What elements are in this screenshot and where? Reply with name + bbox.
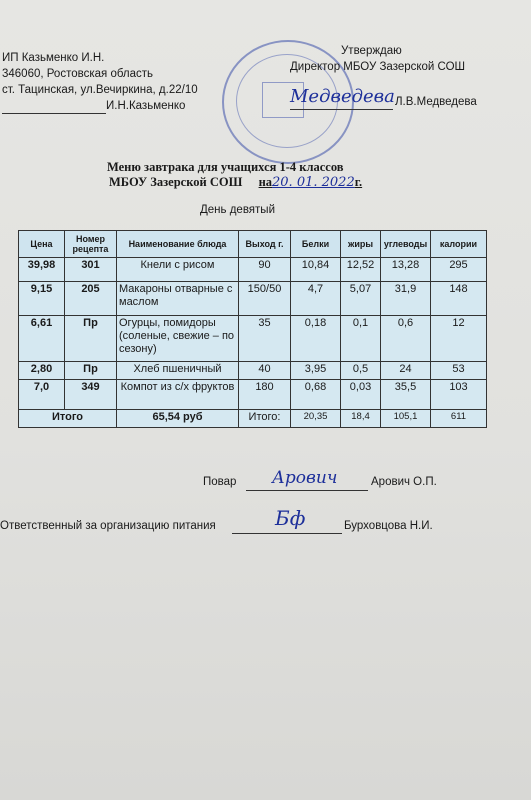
left-signature-line [2,113,106,114]
org-name: ИП Казьменко И.Н. [2,52,105,64]
cell-carbs: 13,28 [381,258,431,282]
cell-price: 9,15 [19,282,65,316]
cook-signature: Арович [272,468,338,488]
menu-table [18,230,487,428]
cell-carbs: 35,5 [381,380,431,410]
date-prefix: на [258,175,273,189]
header-fat: жиры [341,231,381,258]
cell-price: 2,80 [19,362,65,380]
responsible-name: Бурховцова Н.И. [344,520,433,532]
total-kcal: 611 [431,410,487,428]
header-recipe: Номер рецепта [65,231,117,258]
cell-fat: 0,5 [341,362,381,380]
cell-fat: 5,07 [341,282,381,316]
cell-protein: 4,7 [291,282,341,316]
table-row [19,282,487,316]
cell-protein: 3,95 [291,362,341,380]
table-row [19,362,487,380]
menu-date: 20. 01. 2022 [272,175,355,190]
table-total-row [19,410,487,428]
menu-subtitle [109,175,362,190]
cook-signature-line [246,490,368,491]
cell-kcal: 148 [431,282,487,316]
cell-yield: 35 [239,316,291,362]
approver-position: Директор МБОУ Зазерской СОШ [290,61,466,73]
org-address-1: 346060, Ростовская область [2,68,154,80]
cook-role: Повар [203,476,237,488]
day-label: День девятый [200,204,275,216]
total-sum: 65,54 руб [117,410,239,428]
approver-signature: Медведева [290,86,395,107]
total-carbs: 105,1 [381,410,431,428]
cell-yield: 180 [239,380,291,410]
header-protein: Белки [291,231,341,258]
cell-carbs: 31,9 [381,282,431,316]
cell-yield: 150/50 [239,282,291,316]
header-dish: Наименование блюда [117,231,239,258]
responsible-signature: Бф [275,506,306,530]
cell-fat: 0,03 [341,380,381,410]
cell-protein: 10,84 [291,258,341,282]
approver-name: Л.В.Медведева [395,96,477,108]
cell-carbs: 24 [381,362,431,380]
header-yield: Выход г. [239,231,291,258]
header-price: Цена [19,231,65,258]
cell-kcal: 12 [431,316,487,362]
cell-price: 6,61 [19,316,65,362]
cell-price: 7,0 [19,380,65,410]
cell-recipe: 205 [65,282,117,316]
responsible-signature-line [232,533,342,534]
right-signature-line [290,109,393,110]
cell-dish: Огурцы, помидоры (соленые, свежие – по сезону) [117,316,239,362]
cell-recipe: Пр [65,362,117,380]
cook-name: Арович О.П. [371,476,437,488]
org-address-2: ст. Тацинская, ул.Вечиркина, д.22/10 [2,84,198,96]
cell-protein: 0,18 [291,316,341,362]
date-suffix: г. [354,175,363,189]
table-header-row [19,231,487,258]
cell-kcal: 295 [431,258,487,282]
approve-label: Утверждаю [341,45,402,57]
cell-recipe: Пр [65,316,117,362]
cell-protein: 0,68 [291,380,341,410]
cell-dish: Макароны отварные с маслом [117,282,239,316]
responsible-role: Ответственный за организацию питания [0,520,216,532]
school-name: МБОУ Зазерской СОШ [109,175,243,189]
cell-price: 39,98 [19,258,65,282]
cell-dish: Компот из с/х фруктов [117,380,239,410]
cell-yield: 40 [239,362,291,380]
total-protein: 20,35 [291,410,341,428]
cell-recipe: 349 [65,380,117,410]
cell-kcal: 103 [431,380,487,410]
total-fat: 18,4 [341,410,381,428]
menu-title: Меню завтрака для учащихся 1-4 классов [107,160,344,174]
total-label: Итого [19,410,117,428]
table-row [19,380,487,410]
cell-fat: 12,52 [341,258,381,282]
table-row [19,258,487,282]
cell-kcal: 53 [431,362,487,380]
table-row [19,316,487,362]
cell-dish: Хлеб пшеничный [117,362,239,380]
cell-carbs: 0,6 [381,316,431,362]
cell-fat: 0,1 [341,316,381,362]
header-carbs: углеводы [381,231,431,258]
header-kcal: калории [431,231,487,258]
total-label-2: Итого: [239,410,291,428]
left-signer: И.Н.Казьменко [106,100,186,112]
cell-dish: Кнели с рисом [117,258,239,282]
cell-yield: 90 [239,258,291,282]
cell-recipe: 301 [65,258,117,282]
